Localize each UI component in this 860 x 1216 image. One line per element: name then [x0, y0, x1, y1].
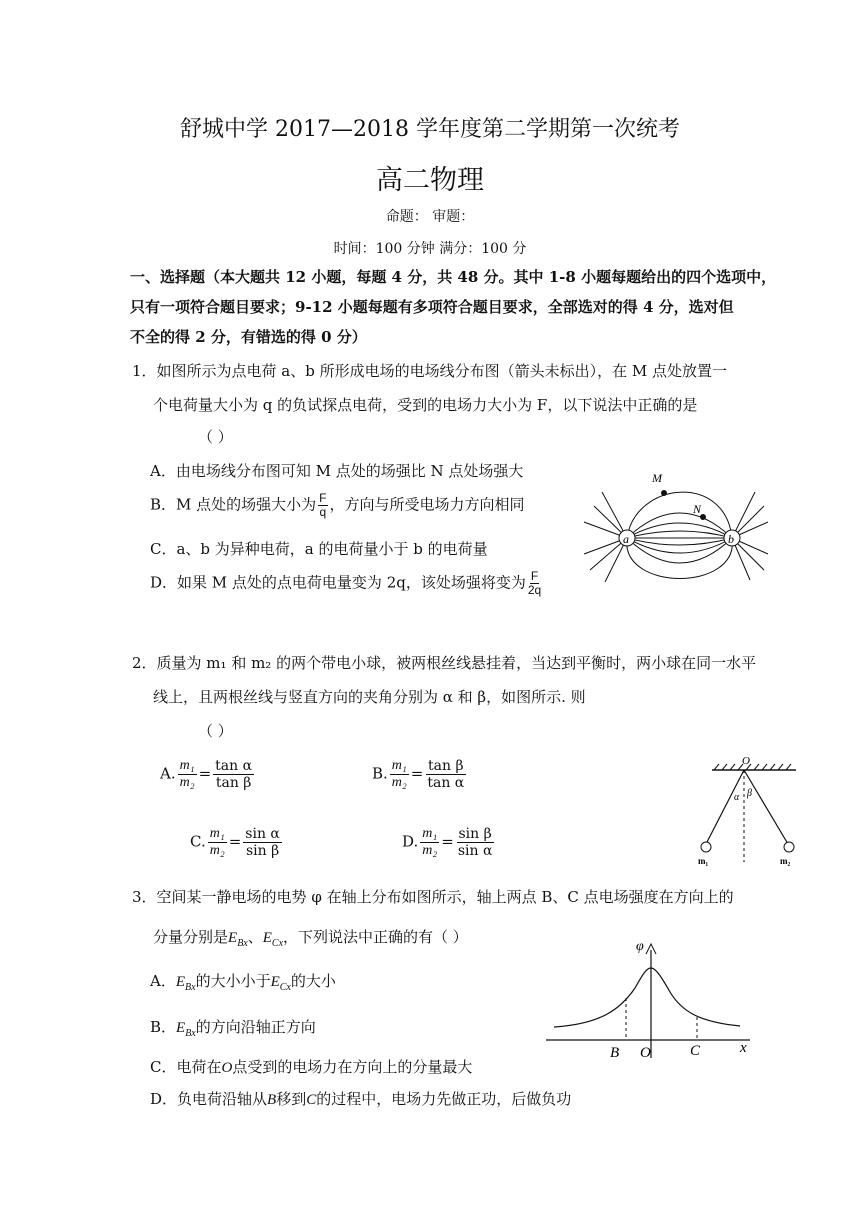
point-n-label: N — [693, 502, 702, 516]
authors-line: 命题： 审题： — [385, 209, 475, 225]
q2-option-a: A. $\frac{\text{m₁}}{\text{m₂}}$ = $\frac{\text{tan α}}{\text{tan β}}$ — [160, 758, 253, 791]
q3-line2: 分量分别是$E_{Bx}$、$E_{Cx}$，下列说法中正确的有（ ） — [153, 928, 468, 949]
q2-option-c: C. $\frac{\text{m₁}}{\text{m₂}}$ = $\frac{\text{sin α}}{\text{sin β}}$ — [190, 826, 280, 859]
ball-m1 — [701, 842, 711, 852]
field-line-diagram — [580, 462, 770, 592]
charge-b-label: b — [728, 532, 734, 546]
q2-line1: 2．质量为 m₁ 和 m₂ 的两个带电小球，被两根丝线悬挂着，当达到平衡时，两小球在同一水平 — [132, 654, 757, 672]
q2-line2: 线上，且两根丝线与竖直方向的夹角分别为 α 和 β，如图所示. 则 — [153, 688, 586, 706]
exam-title: 舒城中学 2017—2018 学年度第二学期第一次统考 — [180, 117, 680, 142]
origin-o-label: O — [640, 1045, 651, 1061]
q1-option-a: A．由电场线分布图可知 M 点处的场强比 N 点处场强大 — [150, 462, 524, 480]
pivot-o-label: O — [742, 755, 750, 767]
q3-option-b: B．$E_{Bx}$的方向沿轴正方向 — [150, 1018, 316, 1039]
x-axis-label: x — [740, 1040, 747, 1056]
q3-line1: 3．空间某一静电场的电势 φ 在轴上分布如图所示，轴上两点 B、C 点电场强度在方向上的 — [132, 888, 734, 906]
potential-curve-diagram — [540, 930, 760, 1066]
q3-option-d: D．负电荷沿轴从B移到C的过程中，电场力先做正功，后做负功 — [150, 1090, 572, 1108]
q2-option-b: B. $\frac{\text{m₁}}{\text{m₂}}$ = $\frac{\text{tan β}}{\text{tan α}}$ — [372, 758, 465, 791]
q2-answer-paren: （ ） — [198, 722, 233, 740]
q1-option-d: D．如果 M 点处的点电荷电量变为 2q，该处场强将变为 $\frac{F}{2q}$ — [150, 569, 542, 597]
q1-option-c: C．a、b 为异种电荷，a 的电荷量小于 b 的电荷量 — [150, 540, 488, 558]
point-m-dot — [661, 490, 667, 496]
charge-a-label: a — [623, 532, 629, 546]
ball-m2-label: m₂ — [780, 856, 791, 866]
q3-option-a: A．$E_{Bx}$的大小小于$E_{Cx}$的大小 — [150, 972, 336, 993]
point-c-label: C — [690, 1043, 701, 1059]
q1-line2: 个电荷量大小为 q 的负试探点电荷，受到的电场力大小为 F，以下说法中正确的是 — [153, 396, 698, 414]
q1-option-b: B．M 点处的场强大小为 $\frac{F}{q}$ ，方向与所受电场力方向相同 — [150, 491, 525, 519]
section-instructions-line3: 不全的得 2 分，有错选的得 0 分） — [130, 328, 367, 346]
q3-option-c: C．电荷在O点受到的电场力在方向上的分量最大 — [150, 1058, 473, 1076]
point-m-label: M — [652, 471, 662, 485]
q2-option-d: D. $\frac{\text{m₁}}{\text{m₂}}$ = $\frac{\text{sin β}}{\text{sin α}}$ — [402, 826, 493, 859]
time-score-line: 时间：100 分钟 满分：100 分 — [333, 241, 527, 257]
angle-alpha-label: α — [734, 792, 740, 803]
fraction-f-over-q: $\frac{F}{q}$ — [319, 491, 327, 519]
subject-title: 高二物理 — [376, 165, 484, 196]
pendulum-diagram — [692, 752, 812, 870]
ball-m2 — [784, 842, 794, 852]
potential-curve — [554, 968, 740, 1027]
ball-m1-label: m₁ — [698, 856, 709, 866]
point-b-label: B — [610, 1045, 620, 1061]
section-instructions-line2: 只有一项符合题目要求；9-12 小题每题有多项符合题目要求，全部选对的得 4 分，选对但 — [130, 298, 734, 316]
q1-answer-paren: （ ） — [198, 428, 233, 446]
q1-line1: 1．如图所示为点电荷 a、b 所形成电场的电场线分布图（箭头未标出），在 M 点处放置一 — [132, 362, 728, 380]
angle-beta-label: β — [747, 788, 752, 799]
section-instructions-line1: 一、选择题（本大题共 12 小题，每题 4 分，共 48 分。其中 1-8 小题每题给出的四个选项中， — [130, 268, 777, 286]
fraction-f-over-2q: $\frac{F}{2q}$ — [527, 569, 542, 597]
phi-axis-label: φ — [636, 939, 644, 954]
